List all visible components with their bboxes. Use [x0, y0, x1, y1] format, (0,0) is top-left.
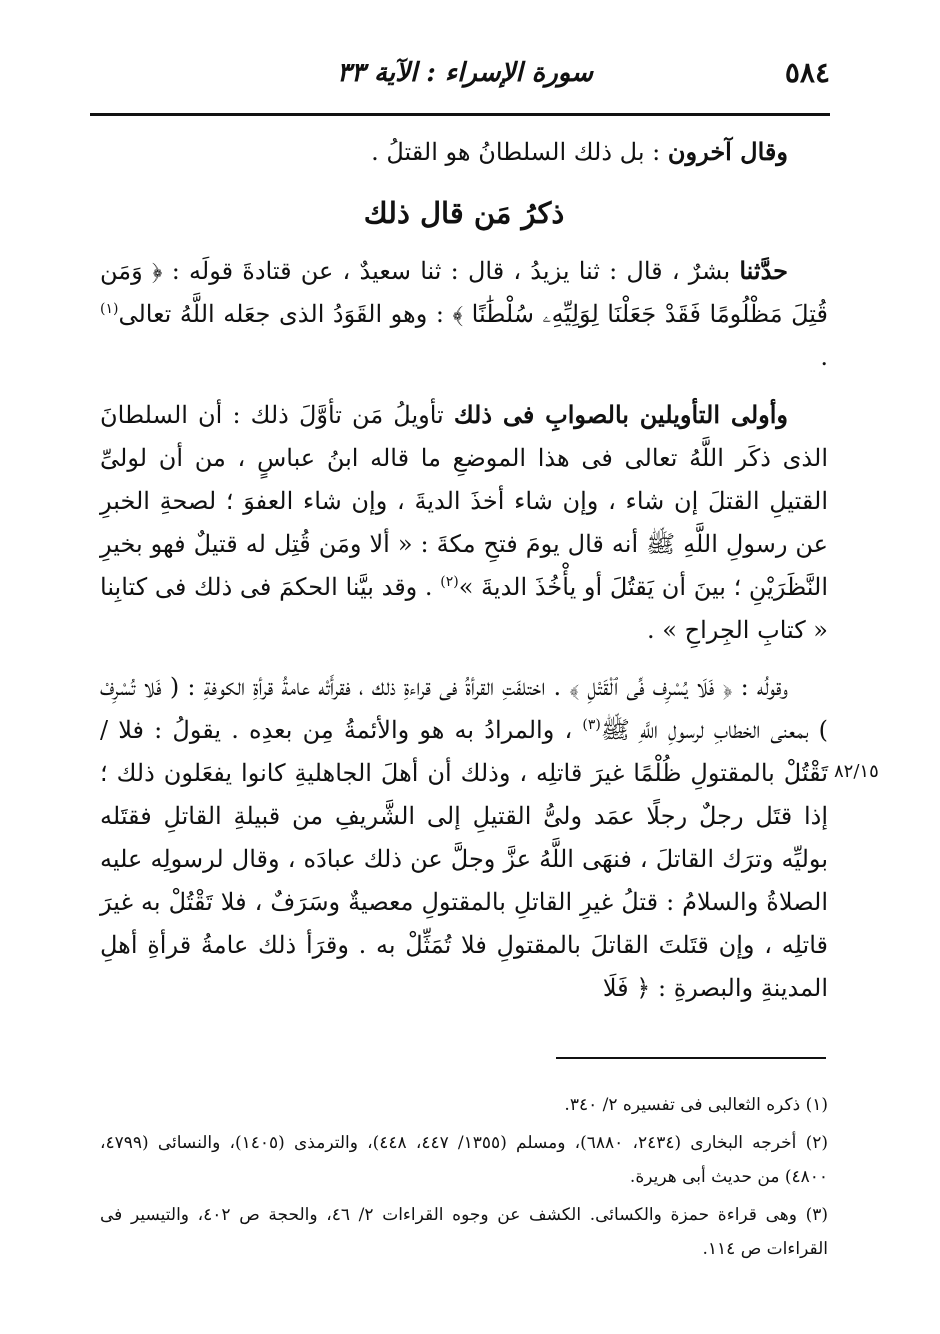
paragraph-2	[100, 249, 828, 379]
footnote-1: (١) ذكره الثعالبى فى تفسيره ٢/ ٣٤٠.	[564, 1095, 828, 1115]
quran-quote-2: ﴿ فَلَا يُسْرِف فِّى ٱلْقَتْلِ ﴾	[569, 673, 733, 701]
footnote-ref-1: (١)	[100, 301, 119, 317]
paragraph-2-lead: حدَّثنا	[739, 256, 788, 285]
footnote-ref-3: (٣)	[582, 717, 601, 733]
paragraph-3	[100, 393, 828, 652]
paragraph-2-text-a: بشرٌ ، قال : ثنا يزيدُ ، قال : ثنا سعيدٌ ، عن قتادةَ قولَه :	[162, 257, 740, 285]
paragraph-3-lead: وأولى التأويلين بالصوابِ فى ذلك	[453, 400, 788, 429]
quran-quote-1: ﴿ وَمَن قُتِلَ مَظْلُومًا فَقَدْ جَعَلْنَا لِوَلِيِّهِۦ سُلْطَٰنًا ﴾	[100, 257, 828, 328]
running-title: سورة الإسراء : الآية ٣٣	[337, 58, 593, 88]
footnote-ref-2: (٢)	[440, 574, 459, 590]
paragraph-4-text-b: . اختلفَتِ القرأةُ فى قراءةِ ذلك ، فقرأَتْه عامةُ قرأةِ الكوفةِ : ( فَلا تُسْرِفْ ) بمعنى الخطابِ لرسولِ اللَّهِ ﷺ	[100, 673, 828, 744]
footnotes	[100, 1088, 828, 1270]
paragraph-2-text-b: : وهو القَوَدُ الذى جعَله اللَّهُ تعالى	[118, 300, 453, 328]
paragraph-4-text-c: ، والمرادُ به هو والأئمةُ مِن بعدِه . يقولُ : فلا / تَقْتُلْ بالمقتولِ ظُلْمًا غيرَ قاتلِه ، وذلك أن أهلَ الجاهليةِ كانوا يفعَلون ذلك ؛ إذا قتَل رجلٌ رجلًا عمَد ولىُّ القتيلِ إلى الشَّريفِ من قبيلةِ القاتلِ فقتَله بوليِّه وترَك القاتلَ ، فنهَى اللَّهُ عزَّ وجلَّ عن ذلك عبادَه ، وقال لرسولِه عليه الصلاةُ والسلامُ : قتلُ غيرِ القاتلِ بالمقتولِ معصيةٌ وسَرَفٌ ، فلا تَقْتُلْ به غيرَ قاتلِه ، وإن قتَلتَ القاتلَ بالمقتولِ فلا تُمَثِّلْ به . وقرَأ ذلك عامةُ قرأةِ أهلِ المدينةِ والبصرةِ : ﴿ فَلَا	[100, 716, 829, 1002]
page-number: ٥٨٤	[784, 56, 830, 89]
paragraph-1: وقال آخرون : بل ذلك السلطانُ هو القتلُ .	[371, 137, 788, 166]
footnote-rule	[556, 1057, 826, 1059]
margin-reference: ٨٢/١٥	[834, 761, 879, 782]
paragraph-3-text-a: تأويلُ مَن تأوَّلَ ذلك : أن السلطانَ الذى ذكَر اللَّهُ تعالى فى هذا الموضعِ ما قاله ابنُ عباسٍ ، من أن لولىِّ القتيلِ القتلَ إن شاء ، وإن شاء أخذَ الديةَ ، وإن شاء العفوَ ؛ لصحةِ الخبرِ عن رسولِ اللَّهِ ﷺ أنه قال يومَ فتحِ مكةَ : « ألا ومَن قُتِل له قتيلٌ فهو بخيرِ النَّظَرَيْنِ ؛ بينَ أن يَقتُلَ أو يأْخُذَ الديةَ »	[100, 401, 828, 601]
header-rule	[90, 113, 830, 116]
paragraph-4-text-a: وقولُه :	[732, 673, 788, 701]
paragraph-1-lead: وقال آخرون	[667, 137, 788, 166]
footnote-3: (٣) وهى قراءة حمزة والكسائى. الكشف عن وجوه القراءات ٢/ ٤٦، والحجة ص ٤٠٢، والتيسير فى القراءات ص ١١٤.	[100, 1205, 828, 1259]
paragraph-3-text-b: . وقد بيَّنا الحكمَ فى ذلك فى كتابِنا « كتابِ الجِراحِ » .	[100, 573, 828, 644]
page-header	[100, 52, 830, 100]
section-heading: ذكرُ مَن قال ذلك	[363, 196, 565, 230]
main-text	[100, 130, 828, 1010]
paragraph-2-end: .	[820, 343, 828, 371]
paragraph-4	[100, 666, 828, 1010]
footnote-2: (٢) أخرجه البخارى (٢٤٣٤، ٦٨٨٠)، ومسلم (١٣٥٥/ ٤٤٧، ٤٤٨)، والترمذى (١٤٠٥)، والنسائى (٤٧٩٩، ٤٨٠٠) من حديث أبى هريرة.	[100, 1133, 828, 1187]
